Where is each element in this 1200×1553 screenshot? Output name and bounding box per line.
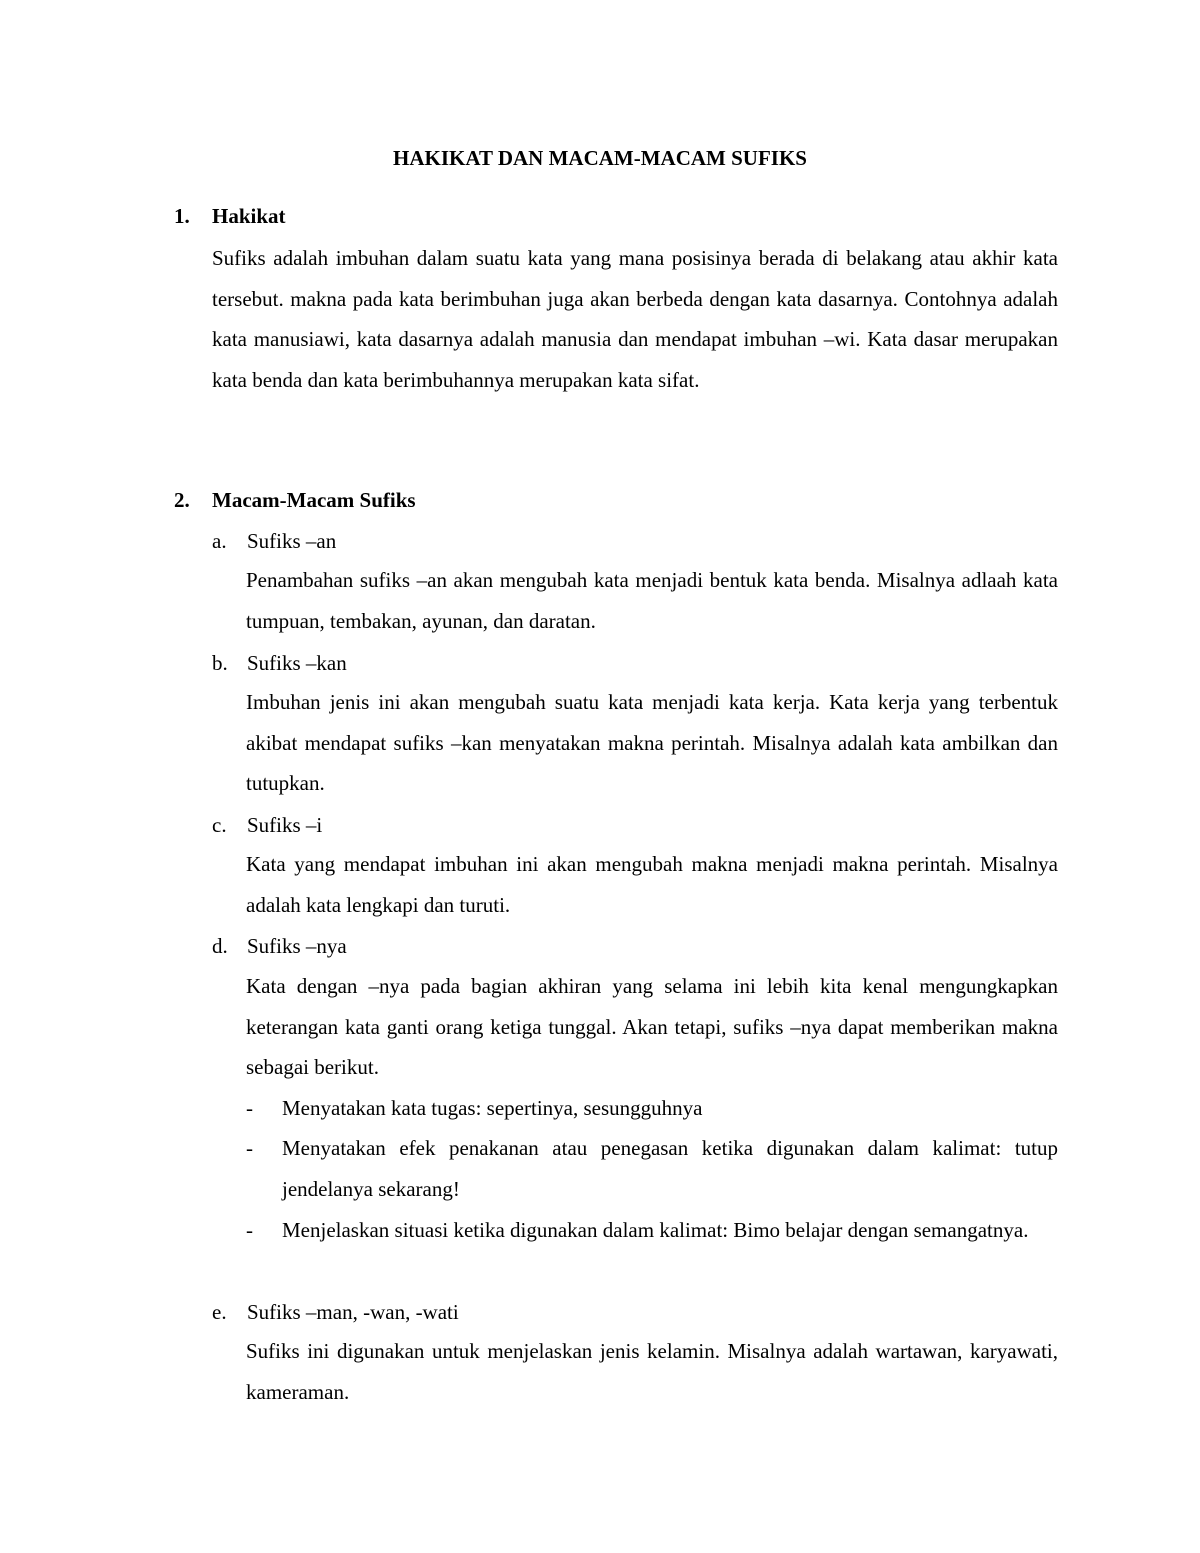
bullet-item [246, 1210, 1058, 1251]
item-a-paragraph: Penambahan sufiks –an akan mengubah kata menjadi bentuk kata benda. Misalnya adlaah kata tumpuan, tembakan, ayunan, dan daratan. [246, 568, 1058, 633]
item-e-paragraph: Sufiks ini digunakan untuk menjelaskan jenis kelamin. Misalnya adalah wartawan, karyawati, kameraman. [246, 1339, 1058, 1404]
item-c-paragraph: Kata yang mendapat imbuhan ini akan mengubah makna menjadi makna perintah. Misalnya adalah kata lengkapi dan turuti. [246, 852, 1058, 917]
section-1-number: 1. [174, 204, 190, 228]
item-c-title: Sufiks –i [247, 813, 323, 837]
item-d-letter: d. [212, 934, 228, 958]
item-c-letter: c. [212, 813, 227, 837]
item-e-letter: e. [212, 1300, 227, 1324]
bullet-text: Menjelaskan situasi ketika digunakan dalam kalimat: Bimo belajar dengan semangatnya. [282, 1218, 1029, 1242]
item-b-letter: b. [212, 651, 228, 675]
item-c-label [212, 812, 322, 838]
item-a-title: Sufiks –an [247, 529, 337, 553]
item-d-title: Sufiks –nya [247, 934, 347, 958]
item-e-label [212, 1299, 459, 1325]
section-2-title: Macam-Macam Sufiks [212, 488, 416, 512]
section-2-heading [174, 487, 416, 513]
bullet-dash: - [246, 1096, 253, 1120]
item-b-label [212, 650, 347, 676]
section-1-title: Hakikat [212, 204, 286, 228]
section-1-paragraph: Sufiks adalah imbuhan dalam suatu kata yang mana posisinya berada di belakang atau akhir kata tersebut. makna pada kata berimbuhan juga akan berbeda dengan kata dasarnya. Contohnya adalah kata manusiawi, kata dasarnya adalah manusia dan mendapat imbuhan –wi. Kata dasar merupakan kata benda dan kata berimbuhannya merupakan kata sifat. [212, 246, 1058, 393]
section-1-heading [174, 203, 286, 229]
bullet-dash: - [246, 1218, 253, 1242]
item-b-title: Sufiks –kan [247, 651, 347, 675]
bullet-text: Menyatakan efek penakanan atau penegasan ketika digunakan dalam kalimat: tutup jendelanya sekarang! [282, 1136, 1058, 1201]
bullet-text: Menyatakan kata tugas: sepertinya, sesungguhnya [282, 1096, 703, 1120]
item-a-label [212, 528, 336, 554]
document-title: HAKIKAT DAN MACAM-MACAM SUFIKS [393, 146, 807, 170]
item-e-title: Sufiks –man, -wan, -wati [247, 1300, 459, 1324]
bullet-dash: - [246, 1136, 253, 1160]
section-2-number: 2. [174, 488, 190, 512]
item-d-paragraph: Kata dengan –nya pada bagian akhiran yang selama ini lebih kita kenal mengungkapkan keterangan kata ganti orang ketiga tunggal. Akan tetapi, sufiks –nya dapat memberikan makna sebagai berikut. [246, 974, 1058, 1080]
item-d-label [212, 933, 347, 959]
item-b-paragraph: Imbuhan jenis ini akan mengubah suatu kata menjadi kata kerja. Kata kerja yang terbentuk akibat mendapat sufiks –kan menyatakan makna perintah. Misalnya adalah kata ambilkan dan tutupkan. [246, 690, 1058, 796]
bullet-item [246, 1128, 1058, 1209]
item-a-letter: a. [212, 529, 227, 553]
bullet-item [246, 1088, 1058, 1129]
